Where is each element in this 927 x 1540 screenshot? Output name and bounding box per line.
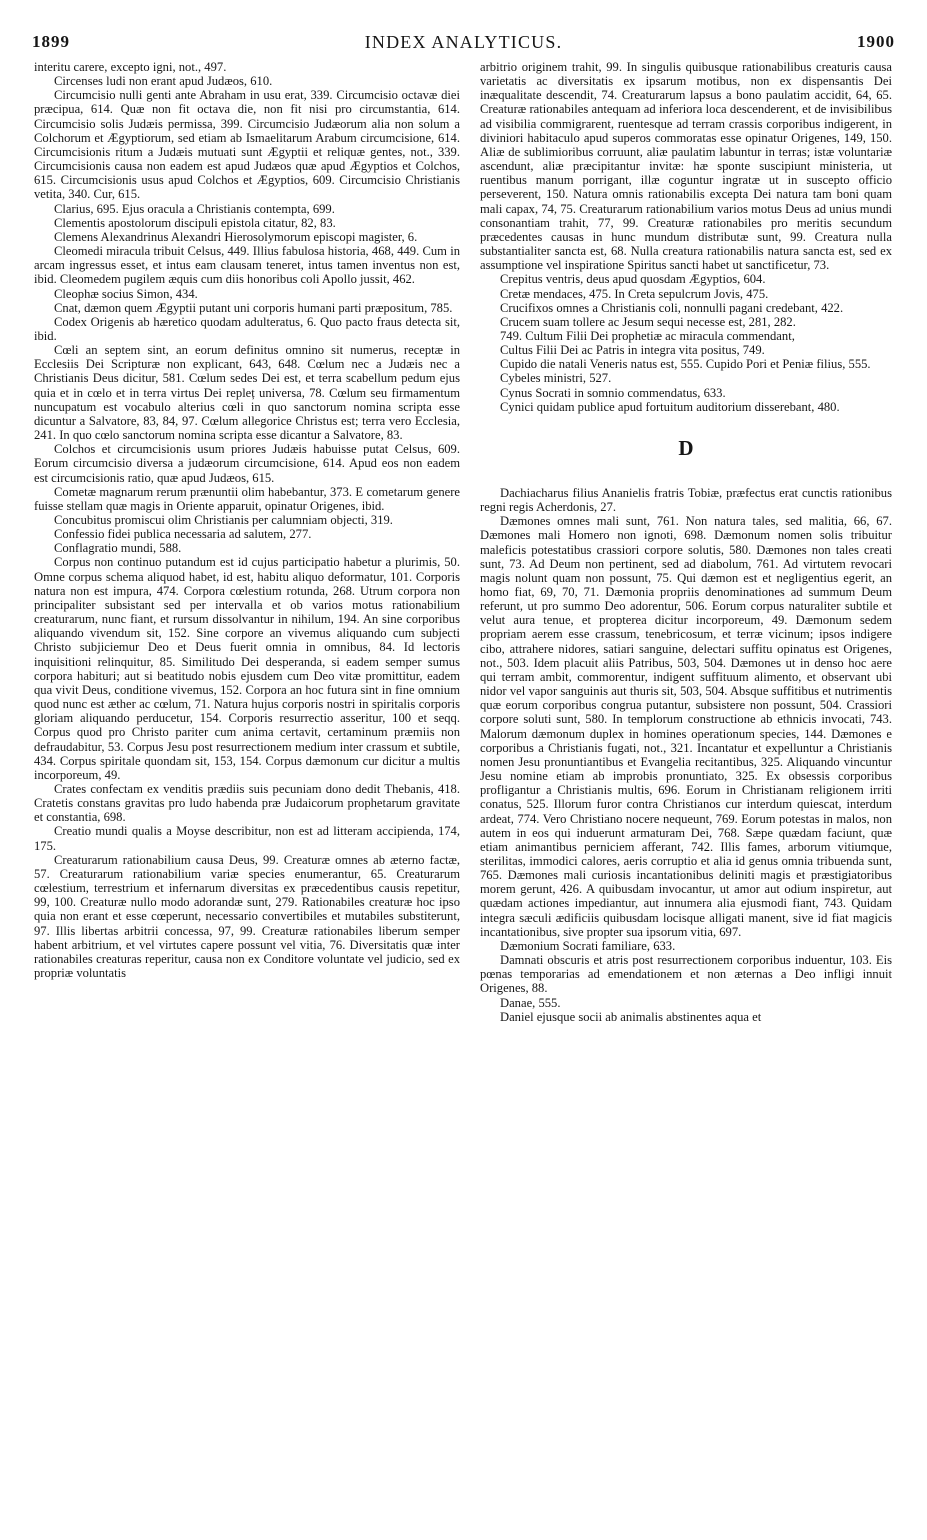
index-entry: Confessio fidei publica necessaria ad salutem, 277.	[54, 527, 312, 542]
index-entry: Crepitus ventris, deus apud quosdam Ægyptios, 604.	[500, 272, 766, 287]
index-entry: Crucifixos omnes a Christianis coli, nonnulli pagani credebant, 422.	[500, 300, 844, 315]
index-entry: Dæmonium Socrati familiare, 633.	[500, 938, 676, 953]
index-entry: arbitrio originem trahit, 99. In singulis quibusque rationabilibus creaturis causa varietatis ac diversitatis ex ipsarum motibus, non ex dispensantis Dei inæqualitate descendit, 74. Creaturarum lapsus a bono paulatim accidit, 64, 65. Creaturæ rationabiles antequam ad inferiora loca descenderent, et de invisibilibus ad visibilia commigrarent, ruentesque ad terram crassis corporibus indigerent, in diviniori habitaculo apud superos commoratas esse opinatur Origenes, 149, 150. Aliæ de sublimioribus corruunt, aliæ paulatim labuntur in terras; istæ voluntariæ ascendunt, aliæ præcipitantur invitæ: hæ sponte suscipiunt ministeria, ut ruentibus manum porrigant, illæ coguntur ingratæ ut in suscepto officio perseverent, 150. Natura omnis rationabilis excepta Dei natura tam boni quam mali capax, 74, 75. Creaturarum rationabilium varios motus Deus ad unius mundi consonantiam trahit, 77, 99. Creaturæ rationabiles pro meritis secundum præcedentes causas in hunc mundum distributæ sunt, 99. Creatura nulla substantialiter sancta est, 68. Nulla creatura rationabilis natura sancta est, sed ex assumptione vel inspiratione Spiritus sancti habet ut sanctificetur, 73.	[480, 60, 892, 273]
index-entry: Damnati obscuris et atris post resurrectionem corporibus induentur, 103. Eis pœnas temporarias ad emendationem et non æternas a Deo infligi innuit Origenes, 88.	[480, 953, 892, 996]
index-entry: Cybeles ministri, 527.	[500, 371, 612, 386]
index-entry: Clarius, 695. Ejus oracula a Christianis contempta, 699.	[54, 201, 335, 216]
index-entry: Crates confectam ex venditis prædiis suis pecuniam dono dedit Thebanis, 418. Cratetis constans gravitas pro ludo habenda præ Judaicorum prophetarum gravitate et constantia, 698.	[34, 781, 460, 825]
page-number-right: 1900	[857, 32, 895, 51]
index-entry: Creatio mundi qualis a Moyse describitur, non est ad litteram accipienda, 174, 175.	[34, 824, 460, 853]
index-entry: Conflagratio mundi, 588.	[54, 541, 182, 556]
index-entry: Circumcisio nulli genti ante Abraham in usu erat, 339. Circumcisio octavæ diei præcipua, 614. Quæ non fit octava die, non fit nisi pro circumstantia, 614. Circumcisio solis Judæis permissa, 399. Circumcisio Judæorum alia non solum a Colchorum et Ægyptiorum, sed etiam ab Ismaelitarum Arabum circumcisione, 614. Circumcisionis ritum a Judæis mutuati sunt Ægyptii et reliquæ gentes, not., 339. Circumcisionis causa non eadem est apud Judæos quæ apud Ægyptios et Colchos, 615. Circumcisionis usus apud Colchos et Ægyptios, 609. Circumcisio Christianis vetita, 340. Cur, 615.	[34, 88, 460, 202]
index-entry: Cynici quidam publice apud fortuitum auditorium disserebant, 480.	[500, 399, 840, 414]
index-entry: Cupido die natali Veneris natus est, 555. Cupido Pori et Peniæ filius, 555.	[500, 357, 871, 372]
index-entry: Crucem suam tollere ac Jesum sequi necesse est, 281, 282.	[500, 314, 796, 329]
index-entry: Daniel ejusque socii ab animalis abstinentes aqua et	[500, 1009, 762, 1024]
index-entry: Cretæ mendaces, 475. In Creta sepulcrum Jovis, 475.	[500, 286, 769, 301]
index-entry: Cnat, dæmon quem Ægyptii putant uni corporis humani parti præpositum, 785.	[54, 300, 453, 315]
index-entry: Clemens Alexandrinus Alexandri Hierosolymorum episcopi magister, 6.	[54, 229, 418, 244]
index-entry: Codex Origenis ab hæretico quodam adulteratus, 6. Quo pacto fraus detecta sit, ibid.	[34, 314, 460, 343]
index-entry: Danae, 555.	[500, 995, 561, 1010]
right-column	[480, 60, 892, 1024]
index-entry: Cleophæ socius Simon, 434.	[54, 286, 198, 301]
index-entry: Cultus Filii Dei ac Patris in integra vita positus, 749.	[500, 343, 765, 358]
index-entry: 749. Cultum Filii Dei prophetiæ ac miracula commendant,	[500, 328, 795, 343]
page-header	[30, 32, 897, 58]
index-entry: Clementis apostolorum discipuli epistola citatur, 82, 83.	[54, 215, 336, 230]
right-column-entries-d	[480, 486, 892, 1024]
index-entry: Corpus non continuo putandum est id cujus participatio habetur a plurimis, 50. Omne corpus schema aliquod habet, id est, habitu aliquo deformatur, 101. Corporis natura non est impura, 474. Corpora cœlestium rotunda, 268. Utrum corpora non principaliter subsistant sed per intervalla et ob varios motus rationabilium creaturarum, nunc fiant, et rursum dissolvantur in nihilum, 194. An sine corporibus aliquando vivendum sit, 152. Sine corpore an vivemus aliquando cum subjecti Christo subjiciemur Deo et Deus fuerit omnia in omnibus, 84. Id lectoris inquisitioni relinquitur, 85. Similitudo Dei desperanda, si eadem semper sumus corpora habituri; aut si beatitudo nobis ejusdem cum Deo vitæ promittitur, eadem qua vivit Deus, conditione vivemus, 152. Corpora an hoc futura sint in fine omnium quod nunc est æther ac cœlum, 71. Natura hujus corporis nostri in spiritalis corporis gloriam aliquando perducetur, 154. Corporis resurrectio asseritur, 100 et seqq. Corpus quod pro Christo pariter cum anima certavit, certaminum præmiis non defraudabitur, 53. Corpus Jesu post resurrectionem medium inter crassum et subtile, 434. Corpus spiritale quondam sit, 153, 154. Corpus dæmonum cur dicitur a multis incorporeum, 49.	[34, 555, 460, 782]
index-entry: Dachiacharus filius Ananielis fratris Tobiæ, præfectus erat cunctis rationibus regni regis Acherdonis, 27.	[480, 485, 892, 515]
page-number-left: 1899	[32, 32, 70, 51]
running-title: INDEX ANALYTICUS.	[364, 32, 563, 52]
index-entry: Dæmones omnes mali sunt, 761. Non natura tales, sed malitia, 66, 67. Dæmones mali Homero non ignoti, 698. Dæmonum nomen solis tribuitur maleficis potestatibus crassiori corpore solutis, 580. Dæmones non tales creati sunt, 73. Ad Deum non pertinent, sed ad diabolum, 761. Ad virtutem revocari magis nolunt quam non possunt, 75. Qui dæmon est et negligentius egerit, an homo fiat, 69, 70, 71. Dæmonia propriis denominationes ad summum Deum referunt, ut pro summo Deo adorentur, 506. Eorum corpus naturaliter subtile et velut aura tenue, et propterea dicitur incorporeum, 49. Dæmonum sedem propriam aerem esse crassum, tenebricosum, et terræ vicinum; ipsos indigere cibo, attrahere nidores, satiari sanguine, delectari suffitu opinatus est Origenes, not., 503. Idem placuit aliis Patribus, 503, 504. Dæmones ut in denso hoc aere qui terram ambit, commorentur, indigent suffituum alimento, et observant ubi nidor vel vapor sanguinis aut thuris sit, 503, 504. Absque suffitibus et nutrimentis quæ eorum corporibus congrua putantur, subsistere non possunt, 504. Crassiori corpore soluti sunt, 580. In templorum constructione ab ethnicis invocati, 743. Malorum dæmonum duplex in homines operationum species, 144. Dæmones e corporibus a Christianis fugati, not., 321. Incantatur et expelluntur a Christianis nomen Jesu pronuntiantibus et Evangelia recitantibus, 325. Aliquando vincuntur Jesu nomine etiam ab improbis pronuntiato, 325. Ex obsessis corporibus profligantur a Christianis multis, 696. Eorum in Christianam religionem irriti conatus, 525. Illorum furor contra Christianos cur interdum quiescat, interdum ardeat, 774. Vero Christiano nocere nequeunt, 769. Eorum potestas in malos, non autem in eos qui induerunt armaturam Dei, 768. Sæpe quædam faciunt, quæ etiam animantibus perniciem afferant, 742. Illis fames, arborum vitiumque, sterilitas, immodici calores, aeris corruptio et alia id genus omnia tribuenda sunt, 765. Dæmones mali curiosis incantationibus deliniti magis et præstigiatoribus morem gerunt, 426. A quibusdam invocantur, ut amor aut odium inspiretur, aut quædam actiones impediantur, aut innumera alia ejusmodi fiant, 743. Quidam integra sæculi ædificiis quibusdam locisque alligati manent, sive id fiat magicis incantationibus, sive propter sua ipsorum vitia, 697.	[480, 514, 892, 939]
index-entry: Concubitus promiscui olim Christianis per calumniam objecti, 319.	[54, 513, 393, 527]
index-entry: Cleomedi miracula tribuit Celsus, 449. Illius fabulosa historia, 468, 449. Cum in arcam ingressus esset, et intus eam clausam teneret, intus tamen inventus non est, ibid. Cleomedem pugilem æquis cum diis honoribus coli Apollo jussit, 462.	[34, 244, 460, 287]
section-letter: D	[678, 435, 694, 460]
right-column-entries-c	[480, 60, 892, 414]
index-entry: Cœli an septem sint, an eorum definitus omnino sit numerus, receptæ in Ecclesiis Dei Scripturæ non explicant, 643, 648. Cœlum nec a Judæis nec a Christianis Deus dicitur, 581. Cœlum sedes Dei est, et terra scabellum pedum ejus quia et in cœlo et in terra virtus Dei repleț universa, 78. Cœlum seu firmamentum nuncupatum est vocabulo alterius cœli in quo sanctorum nomina scripta esse dicuntur a Salvatore, 83, 84, 97. Cœlum allegorice Christus est; terra vero Ecclesia, 241. In quo cœlo sanctorum nomina scripta esse dicantur a Salvatore, 83.	[34, 343, 460, 443]
left-column	[34, 60, 460, 980]
index-entry: interitu carere, excepto igni, not., 497.	[34, 60, 227, 74]
index-entry: Cynus Socrati in somnio commendatus, 633.	[500, 385, 726, 400]
index-entry: Circenses ludi non erant apud Judæos, 610.	[54, 74, 273, 89]
index-entry: Cometæ magnarum rerum prænuntii olim habebantur, 373. E cometarum genere fuisse stellam quæ magis in Oriente apparuit, opinatur Origenes, ibid.	[34, 484, 460, 513]
index-entry: Creaturarum rationabilium causa Deus, 99. Creaturæ omnes ab æterno factæ, 57. Creaturarum rationabilium variæ species enumerantur, 65. Creaturarum cœlestium, terrestrium et infernarum diversitas ex præcedentibus causis repetitur, 99, 100. Creaturæ nullo modo adorandæ sunt, 279. Rationabiles creaturæ hoc ipso quia non erant et esse cœperunt, necessario convertibiles et mutabiles substiterunt, 97. Illis libertas arbitrii concessa, 97, 99. Creaturæ rationabiles liberum semper habent arbitrium, et vel virtutes capere possunt vel vitia, 76. Diversitatis quæ inter rationabiles creaturas reperitur, causa non ex Conditore voluntate vel judicio, sed ex propriæ voluntatis	[34, 852, 460, 980]
index-entry: Colchos et circumcisionis usum priores Judæis habuisse putat Celsus, 609. Eorum circumcisio diversa a judæorum circumcisione, 614. Apud eos non eadem est circumcisionis ratio, quæ apud Judæos, 615.	[34, 442, 460, 485]
